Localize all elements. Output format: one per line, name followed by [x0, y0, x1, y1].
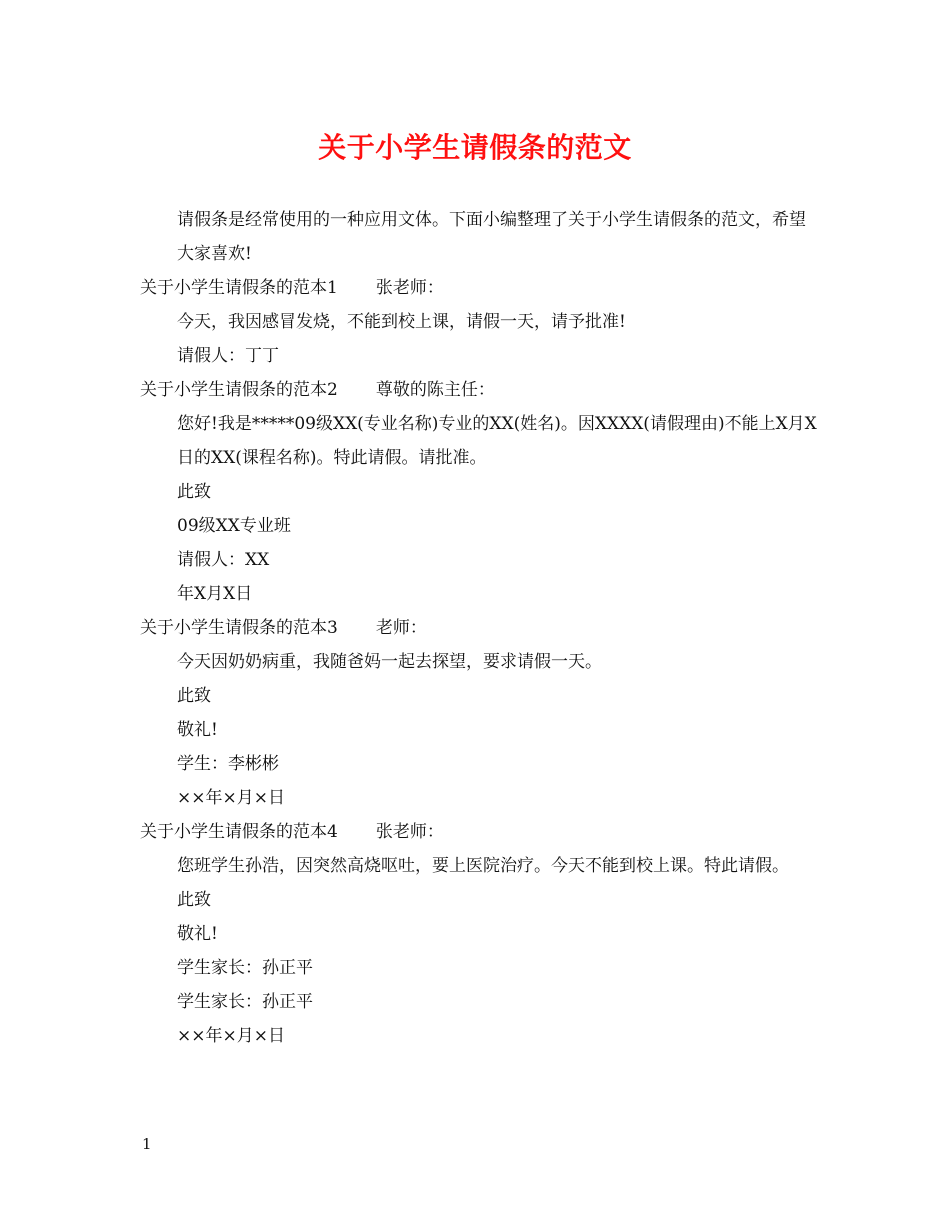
sample-2-heading-row [140, 373, 820, 407]
sample-2-class-name: 09级XX专业班 [177, 516, 291, 536]
sample-4-heading-row [140, 815, 820, 849]
document-title: 关于小学生请假条的范文 [318, 131, 632, 164]
sample-3-regards: 敬礼! [177, 720, 218, 740]
sample-2-heading: 关于小学生请假条的范本2 [140, 380, 338, 400]
sample-1-heading: 关于小学生请假条的范本1 [140, 278, 338, 298]
sample-3-salutation: 老师： [375, 618, 427, 638]
intro-paragraph: 请假条是经常使用的一种应用文体。下面小编整理了关于小学生请假条的范文，希望大家喜欢! [177, 210, 806, 264]
sample-4-signature-2: 学生家长：孙正平 [177, 992, 313, 1012]
sample-4-regards: 敬礼! [177, 924, 218, 944]
sample-4-closing: 此致 [177, 890, 211, 910]
sample-1-heading-row [140, 271, 820, 305]
sample-3-heading: 关于小学生请假条的范本3 [140, 618, 338, 638]
sample-1-body: 今天，我因感冒发烧，不能到校上课，请假一天，请予批准! [177, 312, 626, 332]
sample-3-heading-row [140, 611, 820, 645]
sample-4-heading: 关于小学生请假条的范本4 [140, 822, 338, 842]
sample-3-closing: 此致 [177, 686, 211, 706]
sample-4-body: 您班学生孙浩，因突然高烧呕吐，要上医院治疗。今天不能到校上课。特此请假。 [177, 856, 789, 876]
sample-1-salutation: 张老师： [375, 278, 444, 298]
sample-4-date: ××年×月×日 [177, 1026, 285, 1046]
sample-3-body: 今天因奶奶病重，我随爸妈一起去探望，要求请假一天。 [177, 652, 602, 672]
sample-2-closing: 此致 [177, 482, 211, 502]
sample-4-signature-1: 学生家长：孙正平 [177, 958, 313, 978]
sample-2-date: 年X月X日 [177, 584, 253, 604]
sample-1-signature: 请假人：丁丁 [177, 346, 279, 366]
sample-3-date: ××年×月×日 [177, 788, 285, 808]
page-number: 1 [142, 1135, 152, 1153]
sample-2-body: 您好!我是*****09级XX(专业名称)专业的XX(姓名)。因XXXX(请假理由)不能上X月X日的XX(课程名称)。特此请假。请批准。 [177, 414, 817, 468]
sample-2-signature: 请假人：XX [177, 550, 270, 570]
sample-2-salutation: 尊敬的陈主任： [375, 380, 495, 400]
sample-4-salutation: 张老师： [375, 822, 444, 842]
document-content [140, 203, 820, 1053]
sample-3-signature: 学生：李彬彬 [177, 754, 279, 774]
